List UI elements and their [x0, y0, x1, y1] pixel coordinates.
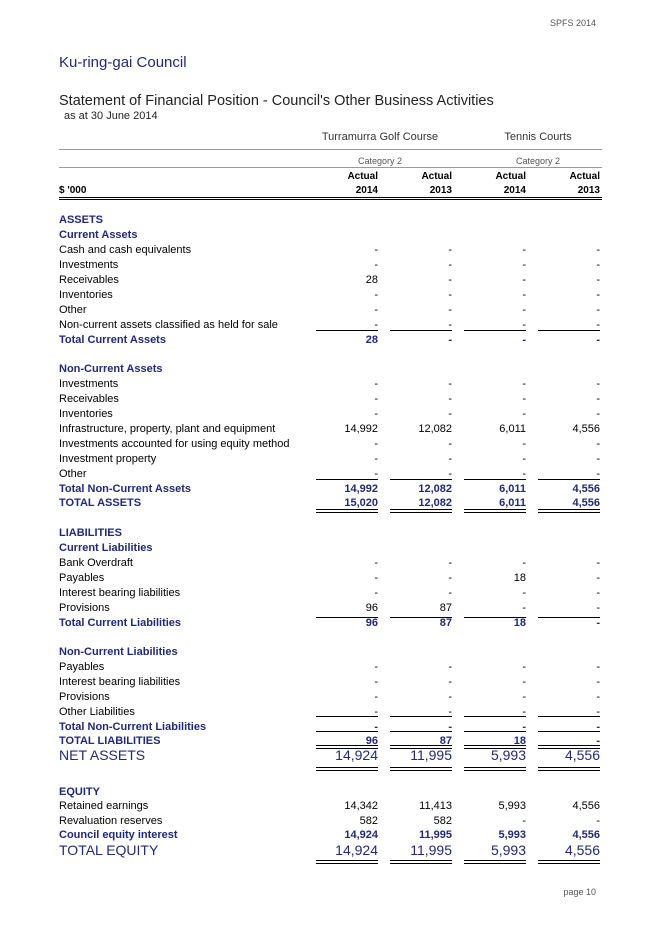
cell-col3: - [522, 334, 526, 346]
cell-col4: - [596, 691, 600, 703]
cell-col2: - [448, 557, 452, 569]
row-label: Non-Current Assets [59, 363, 163, 375]
col-year-3: 2014 [503, 185, 526, 196]
subtotal-rule [390, 731, 452, 732]
cell-col2: - [448, 334, 452, 346]
cell-col1: - [374, 572, 378, 584]
cell-col2: - [448, 661, 452, 673]
row-label: EQUITY [59, 786, 100, 798]
spacer-rule [316, 346, 378, 347]
cell-col4: - [596, 815, 600, 827]
subtotal-rule [538, 330, 600, 331]
subtotal-rule [390, 617, 452, 618]
cell-col3: 5,993 [490, 747, 526, 763]
subtotal-rule [316, 617, 378, 618]
spacer-rule [464, 628, 526, 629]
cell-col2: - [448, 289, 452, 301]
row-label: Council equity interest [59, 829, 178, 841]
cell-col3: 6,011 [499, 423, 526, 435]
cell-col4: - [596, 438, 600, 450]
cell-col1: 14,924 [335, 747, 378, 763]
cell-col2: - [448, 244, 452, 256]
cell-col1: 14,992 [344, 423, 378, 435]
spacer-rule [390, 346, 452, 347]
cell-col3: - [522, 676, 526, 688]
cell-col2: - [448, 274, 452, 286]
total-double-rule [538, 860, 600, 864]
row-label: Retained earnings [59, 800, 149, 812]
cell-col1: - [374, 468, 378, 480]
total-double-rule [464, 767, 526, 771]
cell-col1: - [374, 453, 378, 465]
cell-col3: - [522, 274, 526, 286]
cell-col1: - [374, 378, 378, 390]
cell-col3: - [522, 408, 526, 420]
cell-col4: 4,556 [572, 497, 600, 509]
row-label: Provisions [59, 691, 110, 703]
total-double-rule [390, 767, 452, 771]
cell-col4: - [596, 721, 600, 733]
cell-col2: 11,413 [419, 800, 452, 812]
cell-col2: - [448, 587, 452, 599]
row-label: Inventories [59, 289, 113, 301]
cell-col4: - [596, 735, 600, 747]
cell-col2: 12,082 [418, 497, 452, 509]
total-double-rule [316, 767, 378, 771]
row-label: Bank Overdraft [59, 557, 133, 569]
subtotal-rule [464, 716, 526, 717]
cell-col4: 4,556 [564, 747, 600, 763]
cell-col2: 582 [433, 815, 452, 827]
cell-col4: - [596, 453, 600, 465]
row-label: TOTAL EQUITY [59, 842, 159, 858]
subtotal-rule [464, 617, 526, 618]
cell-col3: - [522, 815, 526, 827]
cell-col3: - [522, 557, 526, 569]
cell-col1: 96 [365, 617, 378, 629]
row-label: Infrastructure, property, plant and equipment [59, 423, 276, 435]
row-label: Current Assets [59, 229, 138, 241]
subtotal-rule [316, 330, 378, 331]
cell-col4: - [596, 676, 600, 688]
cell-col3: - [522, 453, 526, 465]
cell-col3: - [522, 259, 526, 271]
cell-col1: - [374, 557, 378, 569]
subtotal-rule [538, 731, 600, 732]
subtotal-rule [538, 617, 600, 618]
total-double-rule [390, 860, 452, 864]
cell-col4: 4,556 [572, 800, 600, 812]
cell-col4: 4,556 [564, 842, 600, 858]
subtotal-rule [316, 716, 378, 717]
cell-col2: - [448, 304, 452, 316]
cell-col3: - [522, 378, 526, 390]
spacer-rule [464, 346, 526, 347]
cell-col2: - [448, 393, 452, 405]
category-golf: Category 2 [357, 156, 403, 166]
category-tennis: Category 2 [515, 156, 561, 166]
row-label: Receivables [59, 274, 119, 286]
row-label: Inventories [59, 408, 113, 420]
cell-col2: - [448, 408, 452, 420]
cell-col4: - [596, 602, 600, 614]
row-label: Non-Current Liabilities [59, 646, 178, 658]
spacer-rule [316, 628, 378, 629]
row-label: NET ASSETS [59, 747, 146, 763]
cell-col4: - [596, 557, 600, 569]
cell-col3: - [522, 319, 526, 331]
cell-col2: - [448, 572, 452, 584]
total-double-rule [464, 745, 526, 749]
doc-reference: SPFS 2014 [549, 18, 596, 28]
cell-col3: 6,011 [499, 483, 526, 495]
council-name: Ku-ring-gai Council [59, 54, 187, 71]
subtotal-rule [538, 716, 600, 717]
cell-col3: 18 [513, 572, 526, 584]
cell-col4: - [596, 617, 600, 629]
cell-col1: - [374, 661, 378, 673]
row-label: Revaluation reserves [59, 815, 163, 827]
row-label: Investments [59, 259, 119, 271]
cell-col1: 582 [359, 815, 378, 827]
cell-col3: - [522, 438, 526, 450]
spacer-rule [538, 628, 600, 629]
cell-col2: - [448, 453, 452, 465]
subtotal-rule [538, 479, 600, 480]
total-double-rule [390, 509, 452, 513]
col-year-1: 2014 [355, 185, 378, 196]
cell-col3: - [522, 706, 526, 718]
cell-col4: - [596, 334, 600, 346]
cell-col4: - [596, 468, 600, 480]
cell-col1: - [374, 259, 378, 271]
cell-col1: - [374, 289, 378, 301]
page-title: Statement of Financial Position - Council's Other Business Activities [59, 93, 494, 109]
cell-col4: - [596, 378, 600, 390]
subtotal-rule [464, 479, 526, 480]
cell-col3: - [522, 468, 526, 480]
row-label: Interest bearing liabilities [59, 587, 181, 599]
subtotal-rule [316, 479, 378, 480]
cell-col2: 87 [439, 617, 452, 629]
cell-col4: 4,556 [572, 423, 600, 435]
row-label: Other [59, 304, 87, 316]
row-label: TOTAL ASSETS [59, 497, 142, 509]
total-double-rule [538, 767, 600, 771]
spacer-rule [538, 346, 600, 347]
total-double-rule [390, 745, 452, 749]
cell-col2: - [448, 706, 452, 718]
cell-col3: 18 [513, 735, 526, 747]
cell-col3: 5,993 [490, 842, 526, 858]
row-label: TOTAL LIABILITIES [59, 735, 161, 747]
cell-col1: 15,020 [344, 497, 378, 509]
row-label: Non-current assets classified as held for sale [59, 319, 278, 331]
cell-col2: 11,995 [410, 747, 452, 763]
cell-col3: - [522, 602, 526, 614]
cell-col1: - [374, 393, 378, 405]
cell-col4: - [596, 274, 600, 286]
col-label-2: Actual [421, 171, 452, 182]
cell-col1: - [374, 676, 378, 688]
cell-col3: - [522, 289, 526, 301]
cell-col1: 96 [365, 735, 378, 747]
row-label: Other Liabilities [59, 706, 135, 718]
cell-col2: 11,995 [410, 842, 452, 858]
cell-col2: - [448, 676, 452, 688]
subtotal-rule [390, 330, 452, 331]
cell-col3: 6,011 [499, 497, 526, 509]
cell-col1: - [374, 691, 378, 703]
col-year-4: 2013 [577, 185, 600, 196]
unit-label: $ '000 [59, 185, 87, 196]
cell-col1: - [374, 408, 378, 420]
cell-col2: - [448, 438, 452, 450]
cell-col4: - [596, 393, 600, 405]
cell-col1: 96 [365, 602, 378, 614]
row-label: Total Non-Current Liabilities [59, 721, 207, 733]
cell-col3: - [522, 304, 526, 316]
row-label: Receivables [59, 393, 119, 405]
cell-col4: - [596, 587, 600, 599]
total-double-rule [316, 745, 378, 749]
subtotal-rule [464, 330, 526, 331]
cell-col4: - [596, 244, 600, 256]
cell-col2: 12,082 [418, 423, 452, 435]
cell-col1: - [374, 319, 378, 331]
subtotal-rule [316, 731, 378, 732]
row-label: Total Current Liabilities [59, 617, 182, 629]
row-label: LIABILITIES [59, 527, 122, 539]
cell-col3: - [522, 661, 526, 673]
row-label: Total Current Assets [59, 334, 166, 346]
cell-col2: - [448, 319, 452, 331]
row-label: Other [59, 468, 87, 480]
group-header-tennis: Tennis Courts [504, 131, 572, 143]
cell-col3: - [522, 691, 526, 703]
cell-col4: - [596, 319, 600, 331]
group-header-golf: Turramurra Golf Course [321, 131, 439, 143]
cell-col4: - [596, 259, 600, 271]
cell-col2: - [448, 378, 452, 390]
cell-col3: - [522, 587, 526, 599]
total-double-rule [464, 860, 526, 864]
subtotal-rule [464, 731, 526, 732]
cell-col3: - [522, 721, 526, 733]
row-label: ASSETS [59, 214, 104, 226]
page-number: page 10 [563, 887, 596, 897]
subtotal-rule [390, 479, 452, 480]
row-label: Investments accounted for using equity method [59, 438, 290, 450]
cell-col2: - [448, 468, 452, 480]
spacer-rule [390, 628, 452, 629]
cell-col1: - [374, 706, 378, 718]
cell-col2: 11,995 [418, 829, 452, 841]
cell-col4: - [596, 408, 600, 420]
cell-col1: 14,924 [335, 842, 378, 858]
total-double-rule [538, 745, 600, 749]
cell-col1: - [374, 244, 378, 256]
col-label-3: Actual [495, 171, 526, 182]
total-double-rule [464, 509, 526, 513]
cell-col2: 87 [439, 735, 452, 747]
cell-col2: - [448, 721, 452, 733]
row-label: Current Liabilities [59, 542, 153, 554]
cell-col3: 5,993 [498, 800, 526, 812]
row-label: Interest bearing liabilities [59, 676, 181, 688]
row-label: Provisions [59, 602, 110, 614]
cell-col3: 5,993 [498, 829, 526, 841]
cell-col1: 28 [365, 274, 378, 286]
total-double-rule [316, 860, 378, 864]
cell-col4: 4,556 [572, 829, 600, 841]
cell-col4: - [596, 706, 600, 718]
col-year-2: 2013 [429, 185, 452, 196]
col-label-1: Actual [347, 171, 378, 182]
cell-col1: 14,924 [344, 829, 378, 841]
cell-col1: - [374, 587, 378, 599]
row-label: Payables [59, 572, 105, 584]
cell-col1: - [374, 721, 378, 733]
cell-col2: 12,082 [418, 483, 452, 495]
cell-col4: - [596, 572, 600, 584]
cell-col2: 87 [439, 602, 452, 614]
subtotal-rule [390, 716, 452, 717]
cell-col1: - [374, 438, 378, 450]
cell-col4: - [596, 289, 600, 301]
cell-col1: 28 [365, 334, 378, 346]
row-label: Payables [59, 661, 105, 673]
cell-col1: 14,992 [344, 483, 378, 495]
cell-col1: 14,342 [344, 800, 378, 812]
page-subtitle: as at 30 June 2014 [64, 110, 158, 122]
cell-col3: - [522, 393, 526, 405]
cell-col4: - [596, 661, 600, 673]
total-double-rule [538, 509, 600, 513]
row-label: Investments [59, 378, 119, 390]
cell-col4: - [596, 304, 600, 316]
cell-col2: - [448, 691, 452, 703]
cell-col3: 18 [513, 617, 526, 629]
cell-col2: - [448, 259, 452, 271]
row-label: Total Non-Current Assets [59, 483, 192, 495]
row-label: Cash and cash equivalents [59, 244, 192, 256]
row-label: Investment property [59, 453, 157, 465]
total-double-rule [316, 509, 378, 513]
cell-col1: - [374, 304, 378, 316]
cell-col3: - [522, 244, 526, 256]
cell-col4: 4,556 [572, 483, 600, 495]
col-label-4: Actual [569, 171, 600, 182]
